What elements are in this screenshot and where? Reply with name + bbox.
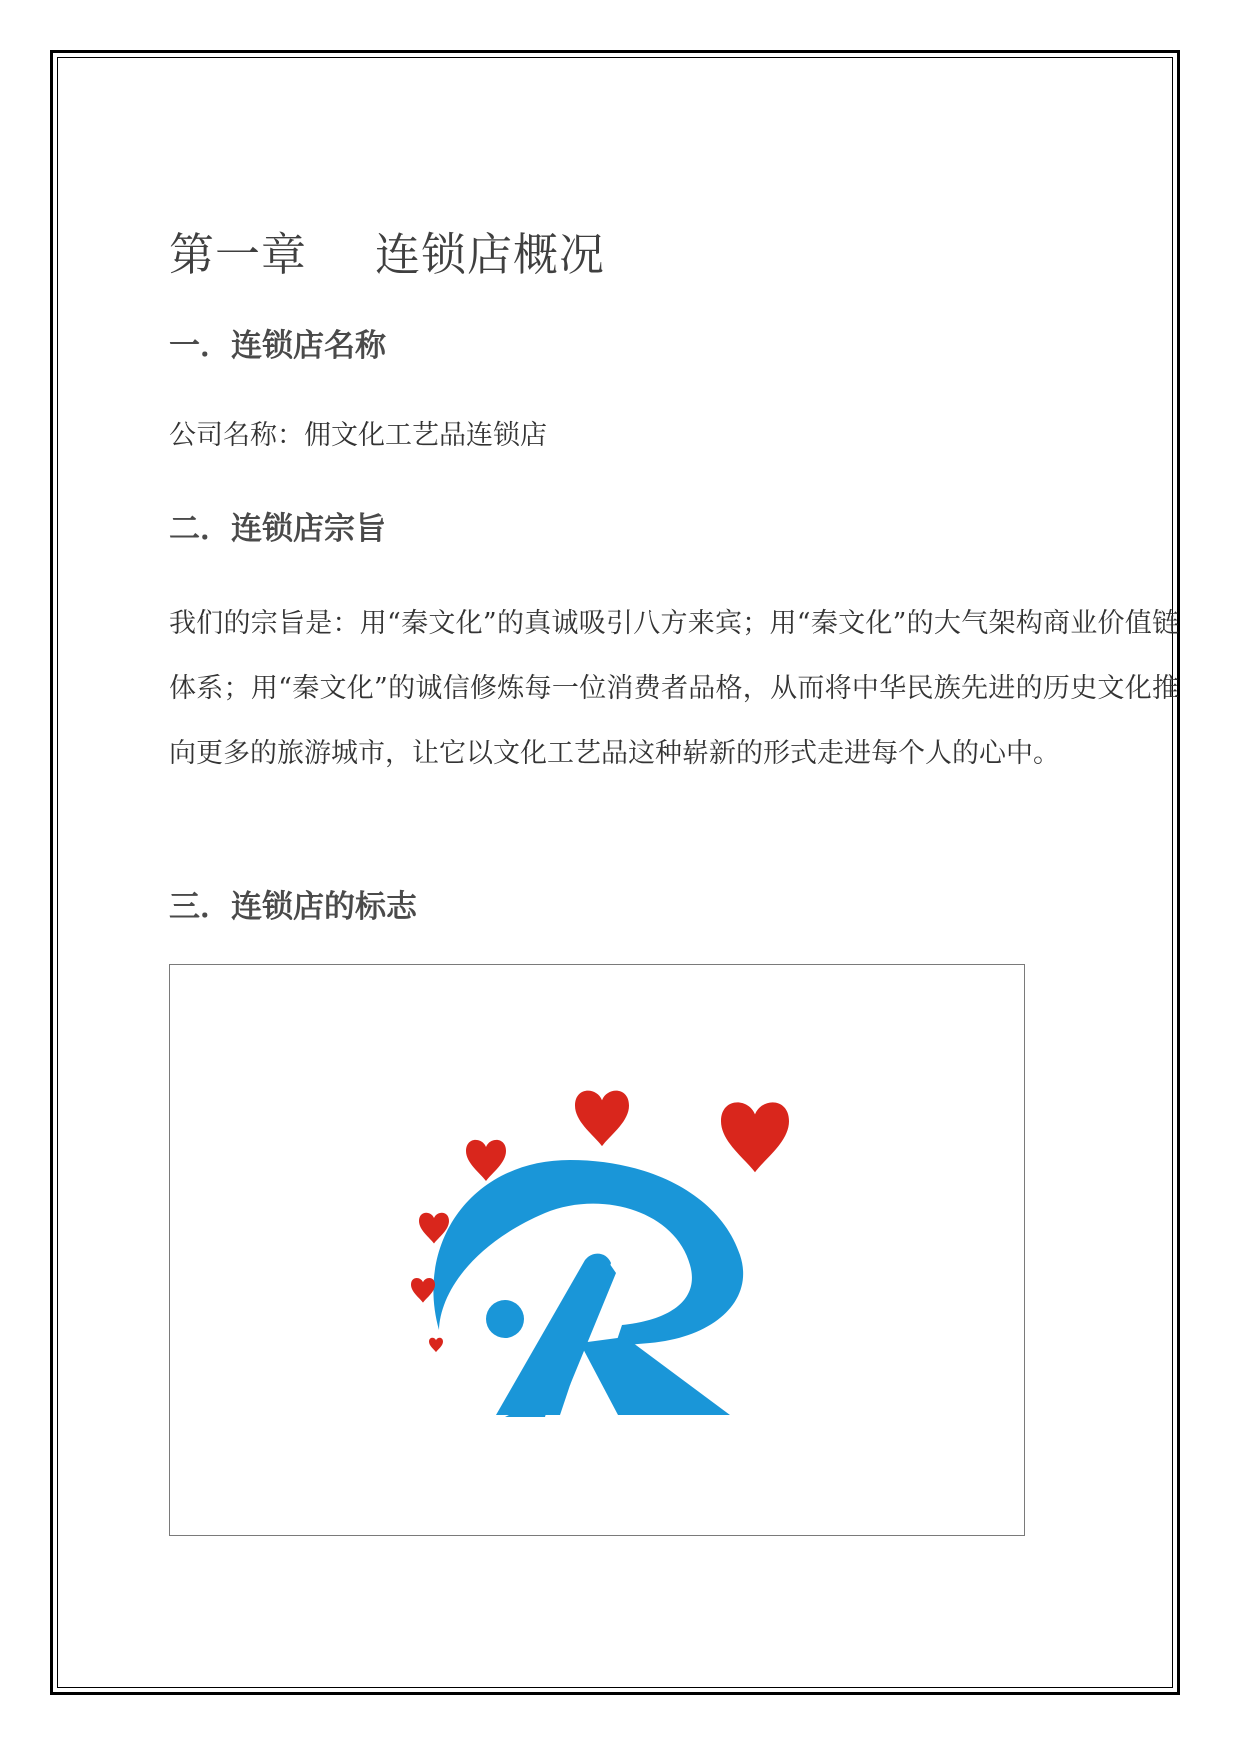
- heart-icon: [466, 1140, 506, 1181]
- heart-icon: [721, 1102, 789, 1172]
- logo-image-frame: [169, 964, 1025, 1536]
- chapter-title: [169, 218, 605, 283]
- section-heading-store-logo: 三．连锁店的标志: [169, 889, 417, 925]
- r-letter-with-hearts-logo-icon: [170, 965, 1024, 1535]
- purpose-paragraph: 我们的宗旨是：用“秦文化”的真诚吸引八方来宾；用“秦文化”的大气架构商业价值链体系；用“秦文化”的诚信修炼每一位消费者品格，从而将中华民族先进的历史文化推向更多的旅游城市，让它以文化工艺品这种崭新的形式走进每个人的心中。: [169, 608, 1179, 769]
- logo-r-tail: [580, 1337, 730, 1415]
- logo-dot: [486, 1300, 524, 1338]
- heart-icon: [575, 1091, 629, 1146]
- heart-icon: [429, 1338, 443, 1352]
- section-heading-store-name: 一．连锁店名称: [169, 328, 386, 364]
- section-heading-store-purpose: 二．连锁店宗旨: [169, 511, 386, 547]
- company-name-text: 公司名称：佣文化工艺品连锁店: [169, 420, 547, 451]
- chapter-number: 第一章: [169, 228, 308, 281]
- chapter-name: 连锁店概况: [375, 228, 606, 281]
- heart-icon: [411, 1278, 435, 1303]
